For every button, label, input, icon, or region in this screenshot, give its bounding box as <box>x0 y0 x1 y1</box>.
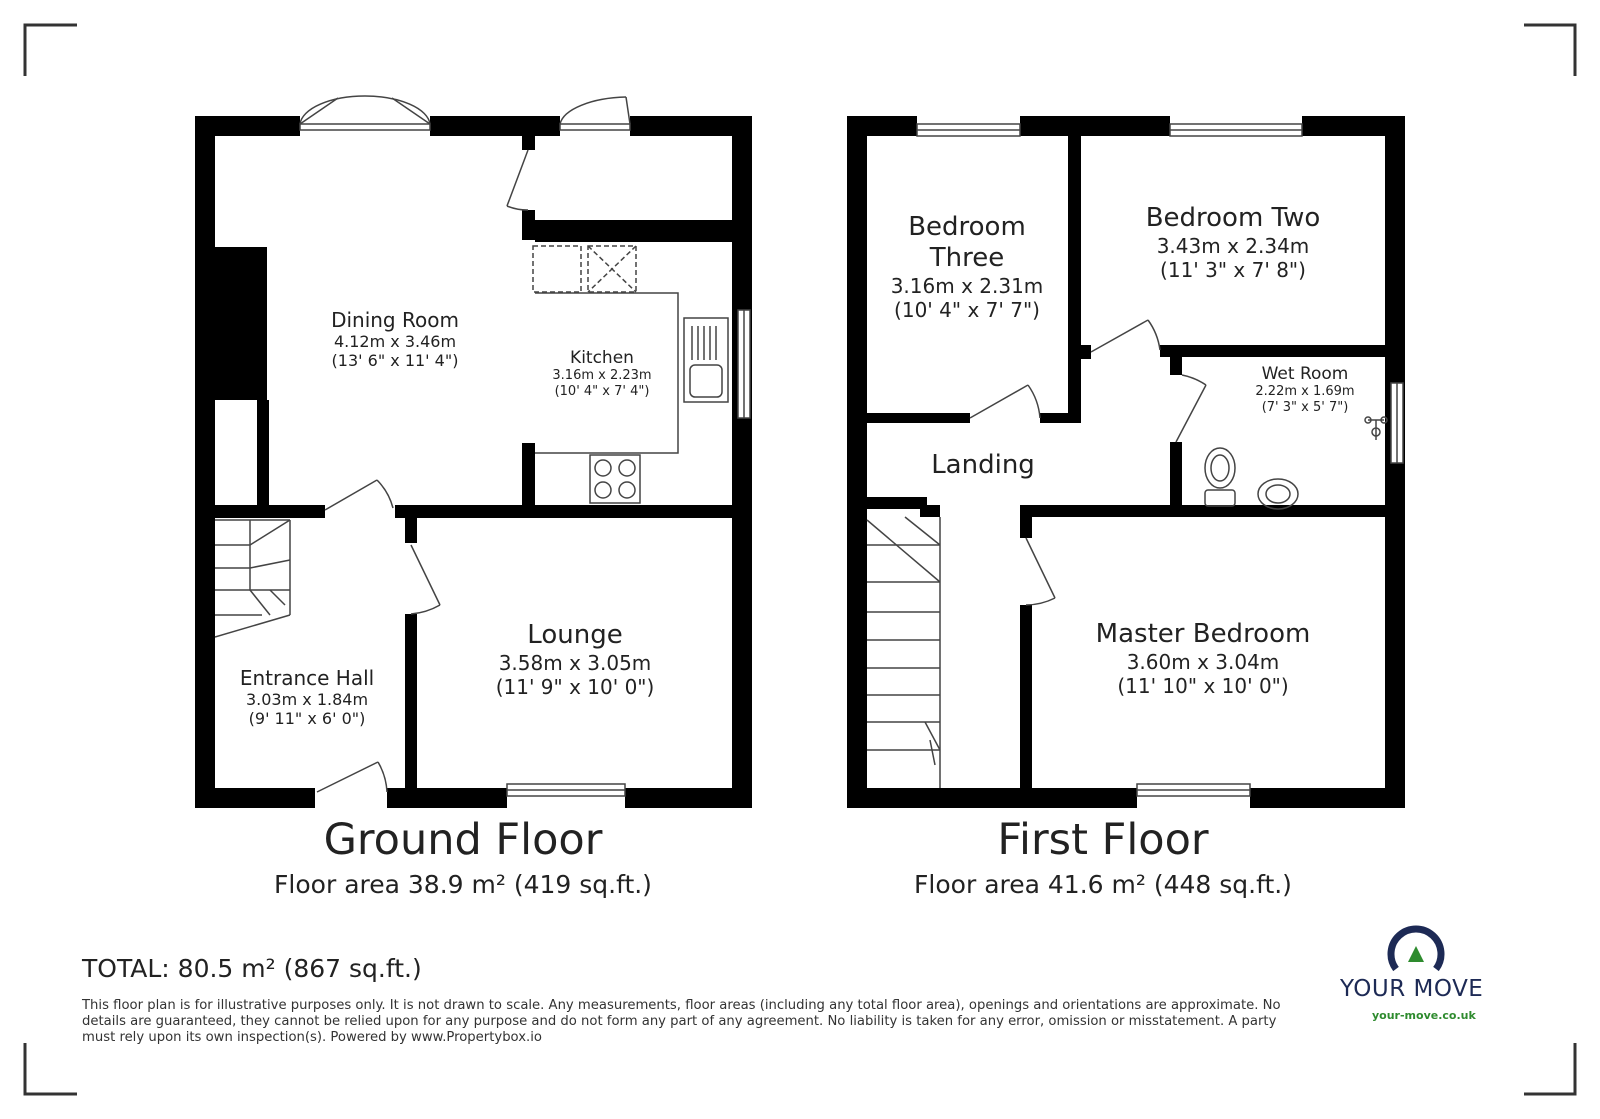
room-metric: 3.43m x 2.34m <box>1156 234 1310 259</box>
room-imperial: (11' 10" x 10' 0") <box>1117 674 1289 699</box>
room-imperial: (11' 3" x 7' 8") <box>1160 258 1306 283</box>
crop-marks <box>25 25 1575 1094</box>
room-name: Bedroom Two <box>1145 203 1321 233</box>
room-metric: 2.22m x 1.69m <box>1255 384 1355 400</box>
room-name-line2: Three <box>929 243 1005 274</box>
first-floor-area: Floor area 41.6 m² (448 sq.ft.) <box>914 870 1292 899</box>
room-name: Bedroom <box>908 212 1026 242</box>
room-metric: 3.03m x 1.84m <box>245 690 369 709</box>
room-imperial: (10' 4" x 7' 7") <box>894 298 1040 323</box>
ground-floor-area: Floor area 38.9 m² (419 sq.ft.) <box>274 870 652 899</box>
room-metric: 3.16m x 2.31m <box>890 274 1044 299</box>
room-bedroom-two <box>1146 203 1321 282</box>
room-dining <box>331 308 459 370</box>
first-floor-title: First Floor <box>997 815 1209 865</box>
room-name: Wet Room <box>1261 364 1349 384</box>
room-imperial: (9' 11" x 6' 0") <box>248 709 366 729</box>
ground-floor-title: Ground Floor <box>323 815 603 865</box>
room-imperial: (10' 4" x 7' 4") <box>554 383 650 399</box>
room-name: Entrance Hall <box>239 666 375 690</box>
room-master-bedroom <box>1096 619 1311 698</box>
room-bedroom-three <box>891 212 1044 322</box>
room-landing <box>931 450 1035 481</box>
total-area: TOTAL: 80.5 m² (867 sq.ft.) <box>82 954 422 983</box>
your-move-logo-icon <box>1391 929 1441 969</box>
room-imperial: (7' 3" x 5' 7") <box>1261 399 1349 415</box>
room-entrance-hall <box>240 666 374 728</box>
room-metric: 3.60m x 3.04m <box>1126 650 1280 675</box>
room-name: Dining Room <box>331 308 459 332</box>
room-name: Kitchen <box>570 348 634 368</box>
brand-url: your-move.co.uk <box>1372 1009 1476 1022</box>
disclaimer-text: This floor plan is for illustrative purposes only. It is not drawn to scale. Any measurements, floor areas (including any total floor area), openings and orientations are approximate. No details are guaranteed, they cannot be relied upon for any purpose and do not form any part of any agreement. No liability is taken for any error, omission or misstatement. A party must rely upon its own inspection(s). Powered by www.Propertybox.io <box>82 998 1281 1045</box>
room-imperial: (13' 6" x 11' 4") <box>331 351 459 371</box>
room-lounge <box>496 620 655 699</box>
room-imperial: (11' 9" x 10' 0") <box>495 675 655 700</box>
room-metric: 3.16m x 2.23m <box>552 368 652 384</box>
room-name: Landing <box>931 450 1035 480</box>
brand-name: YOUR MOVE <box>1340 976 1484 1002</box>
room-metric: 3.58m x 3.05m <box>498 651 652 676</box>
room-wet-room <box>1255 364 1354 416</box>
room-metric: 4.12m x 3.46m <box>333 332 457 351</box>
room-name: Master Bedroom <box>1095 619 1311 649</box>
room-kitchen <box>552 348 651 400</box>
room-name: Lounge <box>527 620 623 650</box>
